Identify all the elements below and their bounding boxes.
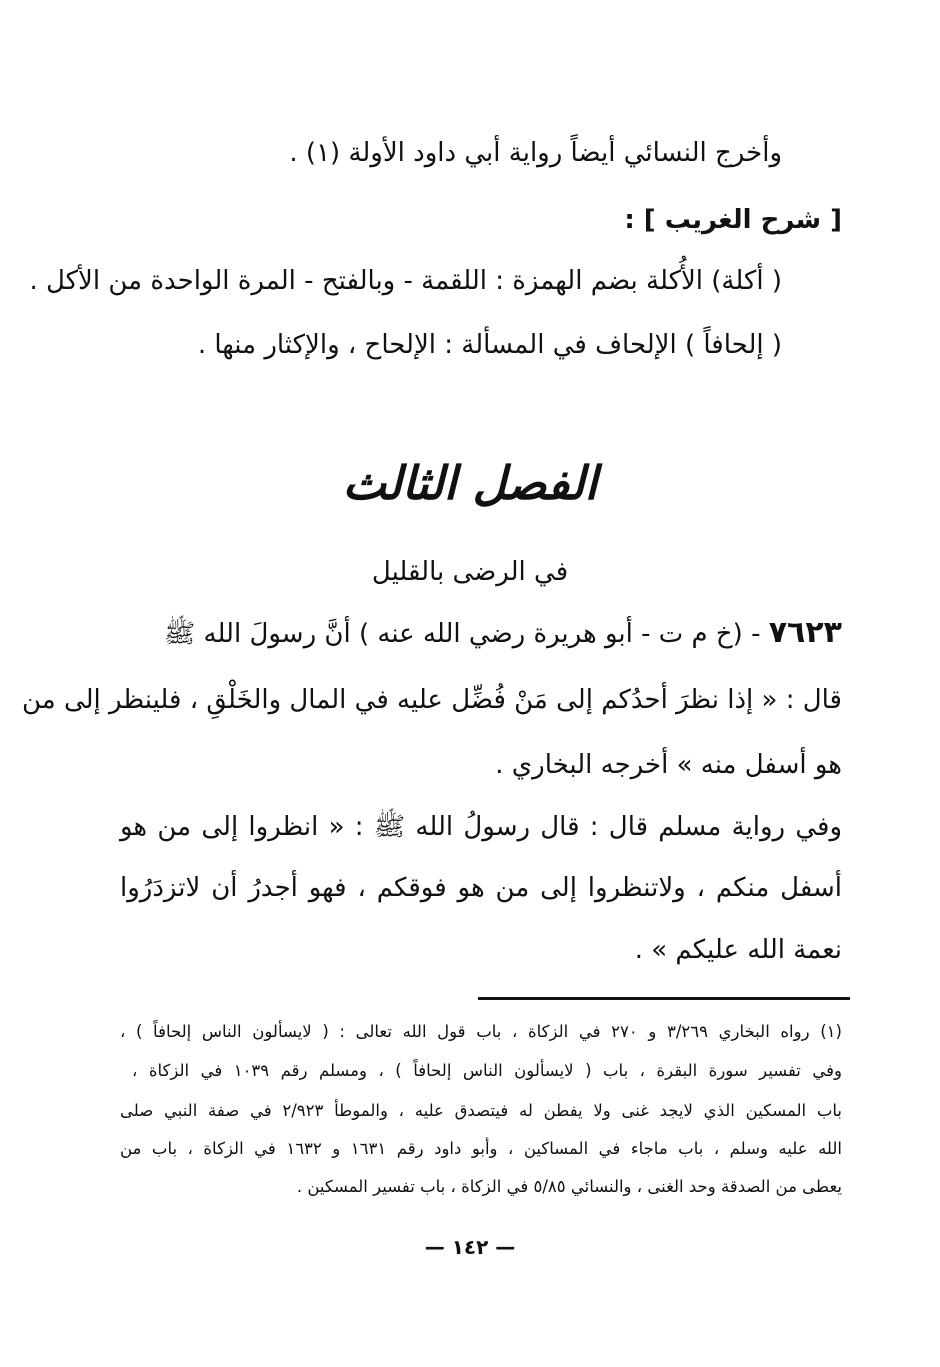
chapter-subtitle: في الرضى بالقليل [371,557,569,587]
intro-line: وأخرج النسائي أيضاً رواية أبي داود الأولة (١) . [289,138,782,168]
hadith-number: ٧٦٢٣ [768,615,842,650]
hadith-line-2: قال : « إذا نظرَ أحدُكم إلى مَنْ فُضِّل عليه في المال والخَلْقِ ، فلينظر إلى من [21,685,842,715]
footnote-line-2: وفي تفسير سورة البقرة ، باب ( لايسألون الناس إلحافاً ) ، ومسلم رقم ١٠٣٩ في الزكاة ، [132,1061,842,1080]
gloss-line-2: ( إلحافاً ) الإلحاف في المسألة : الإلحاح ، والإكثار منها . [197,330,782,360]
hadith-line-3: هو أسفل منه » أخرجه البخاري . [495,750,842,780]
footnote-separator [478,997,850,1000]
page-number: — ١٤٢ — [424,1235,516,1259]
footnote-line-3: باب المسكين الذي لايجد غنى ولا يفطن له فيتصدق عليه ، والموطأ ٢/٩٢٣ في صفة النبي صلى [120,1101,843,1120]
gloss-heading: [ شرح الغريب ] : [624,205,842,235]
hadith-header [164,615,842,651]
chapter-title: الفصل الثالث [342,456,598,510]
footnote-line-1: (١) رواه البخاري ٣/٢٦٩ و ٢٧٠ في الزكاة ، باب قول الله تعالى : ( لايسألون الناس إلحافاً ) ، [120,1022,842,1041]
muslim-line-3: نعمة الله عليكم » . [634,935,842,965]
muslim-line-2: أسفل منكم ، ولاتنظروا إلى من هو فوقكم ، فهو أجدرُ أن لاتزدَرُوا [120,873,842,903]
hadith-line-1: - (خ م ت - أبو هريرة رضي الله عنه ) أنَّ رسولَ الله ﷺ [163,619,761,649]
gloss-line-1: ( أكلة) الأُكلة بضم الهمزة : اللقمة - وبالفتح - المرة الواحدة من الأكل . [29,266,782,296]
footnote-line-5: يعطى من الصدقة وحد الغنى ، والنسائي ٥/٨٥ في الزكاة ، باب تفسير المسكين . [296,1177,842,1196]
muslim-line-1: وفي رواية مسلم قال : قال رسولُ الله ﷺ : « انظروا إلى من هو [120,812,842,842]
footnote-line-4: الله عليه وسلم ، باب ماجاء في المساكين ، وأبو داود رقم ١٦٣١ و ١٦٣٢ في الزكاة ، باب من [120,1139,842,1158]
